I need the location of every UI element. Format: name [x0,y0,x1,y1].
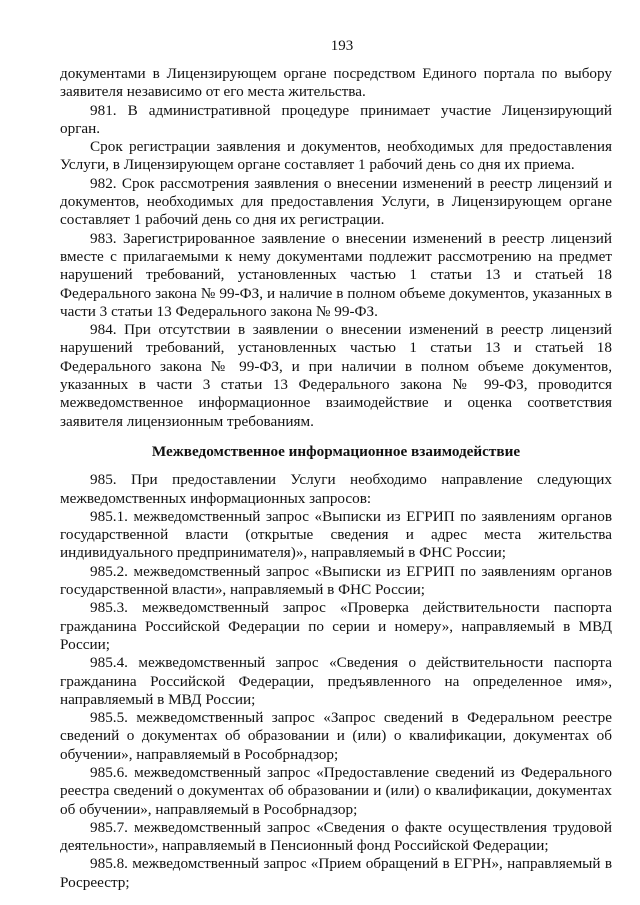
paragraph: 985.8. межведомственный запрос «Прием обращений в ЕГРН», направляемый в Росреестр; [60,855,612,891]
paragraph: 982. Срок рассмотрения заявления о внесении изменений в реестр лицензий и документов, необходимых для предоставления Услуги, в Лицензирующем органе составляет 1 рабочий день со дня их регистрации. [60,174,612,229]
page-number: 193 [330,38,354,54]
body-text-top [60,65,612,431]
paragraph: 983. Зарегистрированное заявление о внесении изменений в реестр лицензий вместе с прилагаемыми к нему документами подлежит рассмотрению на предмет нарушений требований, установленных частью 1 статьи 13 и статьей 18 Федерального закона № 99-ФЗ, и наличие в полном объеме документов, указанных в части 3 статьи 13 Федерального закона № 99-ФЗ. [60,229,612,320]
paragraph: 985.2. межведомственный запрос «Выписки из ЕГРИП по заявлениям органов государственной власти», направляемый в ФНС России; [60,562,612,599]
paragraph: 985.4. межведомственный запрос «Сведения о действительности паспорта гражданина Российской Федерации, предъявленного на определенное имя», направляемый в МВД России; [60,654,612,708]
paragraph: 985.7. межведомственный запрос «Сведения о факте осуществления трудовой деятельности», направляемый в Пенсионный фонд Российской Федерации; [60,818,612,855]
paragraph: 985.6. межведомственный запрос «Предоставление сведений из Федерального реестра сведений о документах об образовании и (или) о квалификации, документах об обучении», направляемый в Рособрнадзор; [60,763,612,818]
paragraph: 984. При отсутствии в заявлении о внесении изменений в реестр лицензий нарушений требований, установленных частью 1 статьи 13 и статьей 18 Федерального закона № 99-ФЗ, и при наличии в полном объеме документов, указанных в части 3 статьи 13 Федерального закона № 99-ФЗ, проводится межведомственное информационное взаимодействие и оценка соответствия заявителя лицензионным требованиям. [60,321,612,430]
paragraph: 985.3. межведомственный запрос «Проверка действительности паспорта гражданина Российской Федерации по серии и номеру», направляемый в МВД России; [60,599,612,653]
paragraph: Срок регистрации заявления и документов, необходимых для предоставления Услуги, в Лицензирующем органе составляет 1 рабочий день со дня их приема. [60,138,612,174]
body-text-bottom [60,471,612,892]
paragraph: 985.5. межведомственный запрос «Запрос сведений в Федеральном реестре сведений о документах об образовании и (или) о квалификации, документах об обучении», направляемый в Рособрнадзор; [60,709,612,763]
paragraph: 985. При предоставлении Услуги необходимо направление следующих межведомственных информационных запросов: [60,471,612,507]
section-heading: Межведомственное информационное взаимодействие [151,442,521,460]
paragraph: документами в Лицензирующем органе посредством Единого портала по выбору заявителя независимо от его места жительства. [60,65,612,101]
paragraph: 981. В административной процедуре принимает участие Лицензирующий орган. [60,101,612,137]
paragraph: 985.1. межведомственный запрос «Выписки из ЕГРИП по заявлениям органов государственной власти (открытые сведения и адрес места жительства индивидуального предпринимателя)», направляемый в ФНС России; [60,507,612,562]
